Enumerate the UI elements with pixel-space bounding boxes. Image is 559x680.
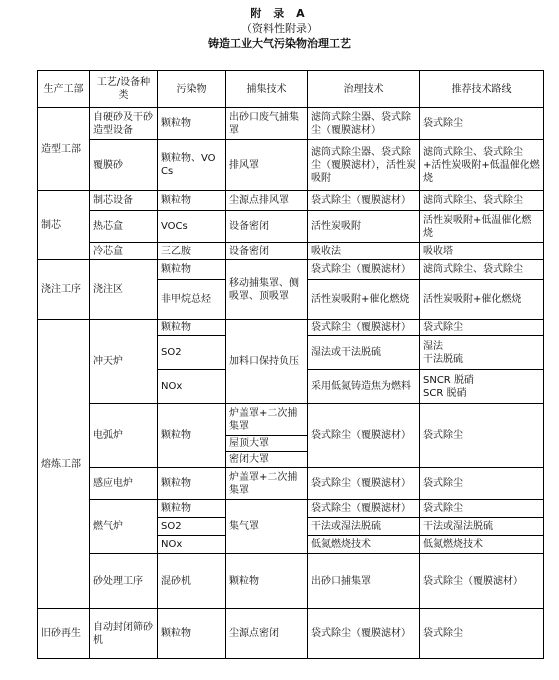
route-cell: 湿法 干法脱硫 bbox=[420, 336, 544, 370]
appendix-title: 铸造工业大气污染物治理工艺 bbox=[208, 37, 351, 50]
dept-cell: 制芯 bbox=[38, 191, 90, 260]
route-cell: 袋式除尘 bbox=[420, 404, 544, 468]
process-cell: 自硬砂及干砂造型设备 bbox=[90, 108, 158, 140]
appendix-header bbox=[0, 6, 559, 51]
route-cell: 滤筒式除尘、袋式除尘 bbox=[420, 260, 544, 280]
capture-cell: 出砂口捕集罩 bbox=[308, 554, 420, 609]
capture-cell: 屋顶大罩 bbox=[226, 436, 308, 452]
table-row bbox=[38, 609, 544, 659]
table-header-row bbox=[38, 71, 544, 108]
table-row bbox=[38, 468, 544, 500]
appendix-label: 附 录 A bbox=[250, 7, 309, 20]
table-row bbox=[38, 404, 544, 436]
pollutant-cell: VOCs bbox=[158, 211, 226, 243]
capture-cell: 移动捕集罩、侧吸罩、顶吸罩 bbox=[226, 260, 308, 320]
capture-cell: 尘源点密闭 bbox=[226, 609, 308, 659]
process-cell: 制芯设备 bbox=[90, 191, 158, 211]
pollutant-cell: SO2 bbox=[158, 518, 226, 536]
pollutant-cell: 颗粒物 bbox=[226, 554, 308, 609]
capture-cell: 出砂口废气捕集罩 bbox=[226, 108, 308, 140]
pollutant-cell: 非甲烷总烃 bbox=[158, 280, 226, 320]
pollutant-cell: SO2 bbox=[158, 336, 226, 370]
treatment-cell: 滤筒式除尘器、袋式除尘（覆膜滤材） bbox=[308, 108, 420, 140]
capture-cell: 集气罩 bbox=[226, 500, 308, 554]
table-row bbox=[38, 554, 544, 609]
table-row bbox=[38, 500, 544, 518]
route-cell: 干法或湿法脱硫 bbox=[420, 518, 544, 536]
table-row bbox=[38, 243, 544, 260]
process-cell: 浇注区 bbox=[90, 260, 158, 320]
dept-cell: 旧砂再生 bbox=[38, 609, 90, 659]
capture-cell: 密闭大罩 bbox=[226, 452, 308, 468]
pollutant-cell: 颗粒物 bbox=[158, 404, 226, 468]
process-cell: 混砂机 bbox=[158, 554, 226, 609]
route-cell: 低氮燃烧技术 bbox=[420, 536, 544, 554]
treatment-cell: 吸收法 bbox=[308, 243, 420, 260]
pollutant-cell: 颗粒物 bbox=[158, 191, 226, 211]
dept-cell: 造型工部 bbox=[38, 108, 90, 191]
col-header-process: 工艺/设备种类 bbox=[90, 71, 158, 108]
route-cell: 活性炭吸附+催化燃烧 bbox=[420, 280, 544, 320]
dept-cell: 熔炼工部 bbox=[38, 320, 90, 609]
pollutant-cell: NOx bbox=[158, 370, 226, 404]
treatment-cell: 袋式除尘（覆膜滤材） bbox=[308, 260, 420, 280]
process-cell: 自动封闭筛砂机 bbox=[90, 609, 158, 659]
pollutant-cell: NOx bbox=[158, 536, 226, 554]
col-header-capture: 捕集技术 bbox=[226, 71, 308, 108]
table-row bbox=[38, 140, 544, 191]
process-cell: 电弧炉 bbox=[90, 404, 158, 468]
appendix-note: （资料性附录） bbox=[241, 22, 318, 35]
treatment-table bbox=[37, 70, 544, 659]
route-cell: 吸收塔 bbox=[420, 243, 544, 260]
pollutant-cell: 颗粒物 bbox=[158, 260, 226, 280]
col-header-dept: 生产工部 bbox=[38, 71, 90, 108]
table-row bbox=[38, 108, 544, 140]
process-cell: 覆膜砂 bbox=[90, 140, 158, 191]
pollutant-cell: 颗粒物 bbox=[158, 609, 226, 659]
col-header-treatment: 治理技术 bbox=[308, 71, 420, 108]
treatment-cell: 袋式除尘（覆膜滤材） bbox=[308, 404, 420, 468]
treatment-cell: 采用低氮铸造焦为燃料 bbox=[308, 370, 420, 404]
process-cell: 感应电炉 bbox=[90, 468, 158, 500]
table-row bbox=[38, 211, 544, 243]
table-row bbox=[38, 260, 544, 280]
treatment-cell: 活性炭吸附 bbox=[308, 211, 420, 243]
capture-cell: 设备密闭 bbox=[226, 243, 308, 260]
treatment-cell: 袋式除尘（覆膜滤材） bbox=[308, 468, 420, 500]
treatment-cell: 活性炭吸附+催化燃烧 bbox=[308, 280, 420, 320]
route-cell: 活性炭吸附+低温催化燃烧 bbox=[420, 211, 544, 243]
capture-cell: 排风罩 bbox=[226, 140, 308, 191]
pollutant-cell: 颗粒物 bbox=[158, 320, 226, 336]
treatment-cell: 湿法或干法脱硫 bbox=[308, 336, 420, 370]
process-cell: 热芯盒 bbox=[90, 211, 158, 243]
table-row bbox=[38, 191, 544, 211]
capture-cell: 炉盖罩+二次捕集罩 bbox=[226, 404, 308, 436]
pollutant-cell: 颗粒物、VOCs bbox=[158, 140, 226, 191]
treatment-cell: 袋式除尘（覆膜滤材） bbox=[308, 191, 420, 211]
capture-cell: 尘源点排风罩 bbox=[226, 191, 308, 211]
process-cell: 冷芯盒 bbox=[90, 243, 158, 260]
treatment-cell: 干法或湿法脱硫 bbox=[308, 518, 420, 536]
route-cell: 袋式除尘 bbox=[420, 320, 544, 336]
pollutant-cell: 颗粒物 bbox=[158, 108, 226, 140]
capture-cell: 设备密闭 bbox=[226, 211, 308, 243]
treatment-cell: 滤筒式除尘器、袋式除尘（覆膜滤材），活性炭吸附 bbox=[308, 140, 420, 191]
route-cell: 袋式除尘 bbox=[420, 500, 544, 518]
pollutant-cell: 颗粒物 bbox=[158, 500, 226, 518]
route-cell: 袋式除尘 bbox=[420, 609, 544, 659]
treatment-cell: 袋式除尘（覆膜滤材） bbox=[420, 554, 544, 609]
capture-cell: 加料口保持负压 bbox=[226, 320, 308, 404]
route-cell: 滤筒式除尘、袋式除尘 bbox=[420, 191, 544, 211]
treatment-cell: 袋式除尘（覆膜滤材） bbox=[308, 320, 420, 336]
capture-cell: 炉盖罩+二次捕集罩 bbox=[226, 468, 308, 500]
route-cell: 滤筒式除尘、袋式除尘+活性炭吸附+低温催化燃烧 bbox=[420, 140, 544, 191]
process-cell: 燃气炉 bbox=[90, 500, 158, 554]
col-header-pollutant: 污染物 bbox=[158, 71, 226, 108]
process-cell: 冲天炉 bbox=[90, 320, 158, 404]
route-cell: SNCR 脱硝 SCR 脱硝 bbox=[420, 370, 544, 404]
pollutant-cell: 颗粒物 bbox=[158, 468, 226, 500]
treatment-cell: 袋式除尘（覆膜滤材） bbox=[308, 500, 420, 518]
treatment-cell: 低氮燃烧技术 bbox=[308, 536, 420, 554]
dept-cell: 砂处理工序 bbox=[90, 554, 158, 609]
treatment-cell: 袋式除尘（覆膜滤材） bbox=[308, 609, 420, 659]
dept-cell: 浇注工序 bbox=[38, 260, 90, 320]
route-cell: 袋式除尘 bbox=[420, 468, 544, 500]
pollutant-cell: 三乙胺 bbox=[158, 243, 226, 260]
route-cell: 袋式除尘 bbox=[420, 108, 544, 140]
table-row bbox=[38, 320, 544, 336]
col-header-route: 推荐技术路线 bbox=[420, 71, 544, 108]
